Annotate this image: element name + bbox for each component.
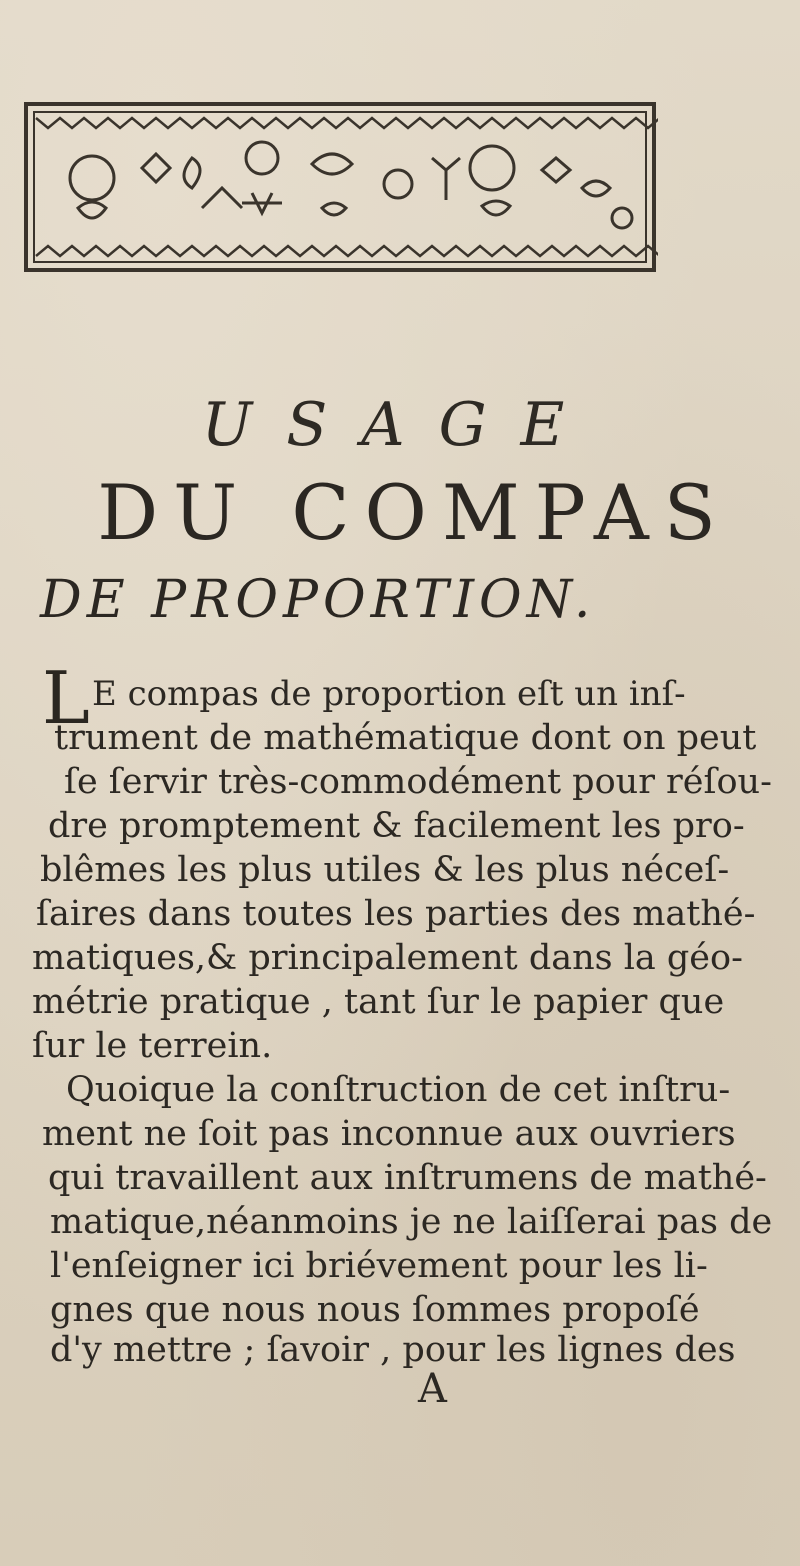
title-du-compas: DU COMPAS bbox=[97, 468, 731, 557]
text-line: ſaires dans toutes les parties des mathé- bbox=[36, 894, 756, 934]
title-de-proportion: DE PROPORTION. bbox=[40, 570, 596, 630]
text-line: ſur le terrein. bbox=[32, 1026, 273, 1066]
text-line: métrie pratique , tant ſur le papier que bbox=[32, 982, 725, 1022]
text-line: E compas de proportion eſt un inſ- bbox=[92, 674, 686, 714]
text-line: qui travaillent aux inſtrumens de mathé- bbox=[48, 1158, 767, 1198]
text-line: d'y mettre ; ſavoir , pour les lignes des bbox=[50, 1330, 736, 1370]
floral-headpiece-ornament-icon bbox=[22, 98, 658, 274]
text-line: blêmes les plus utiles & les plus néceſ- bbox=[40, 850, 730, 890]
text-line: l'enſeigner ici briévement pour les li- bbox=[50, 1246, 708, 1286]
text-line: matique,néanmoins je ne laiſſerai pas de bbox=[50, 1202, 773, 1242]
text-line: dre promptement & facilement les pro- bbox=[48, 806, 745, 846]
text-line: trument de mathématique dont on peut bbox=[54, 718, 757, 758]
title-usage: USAGE bbox=[201, 390, 599, 460]
text-line: gnes que nous nous ſommes propoſé bbox=[50, 1290, 700, 1330]
text-line: Quoique la conſtruction de cet inſtru- bbox=[66, 1070, 731, 1110]
text-line: matiques,& principalement dans la géo- bbox=[32, 938, 743, 978]
text-line: ſe ſervir très-commodément pour réſou- bbox=[64, 762, 772, 802]
signature-mark: A bbox=[418, 1366, 447, 1412]
text-line: ment ne ſoit pas inconnue aux ouvriers bbox=[42, 1114, 736, 1154]
drop-cap: L bbox=[42, 656, 90, 740]
